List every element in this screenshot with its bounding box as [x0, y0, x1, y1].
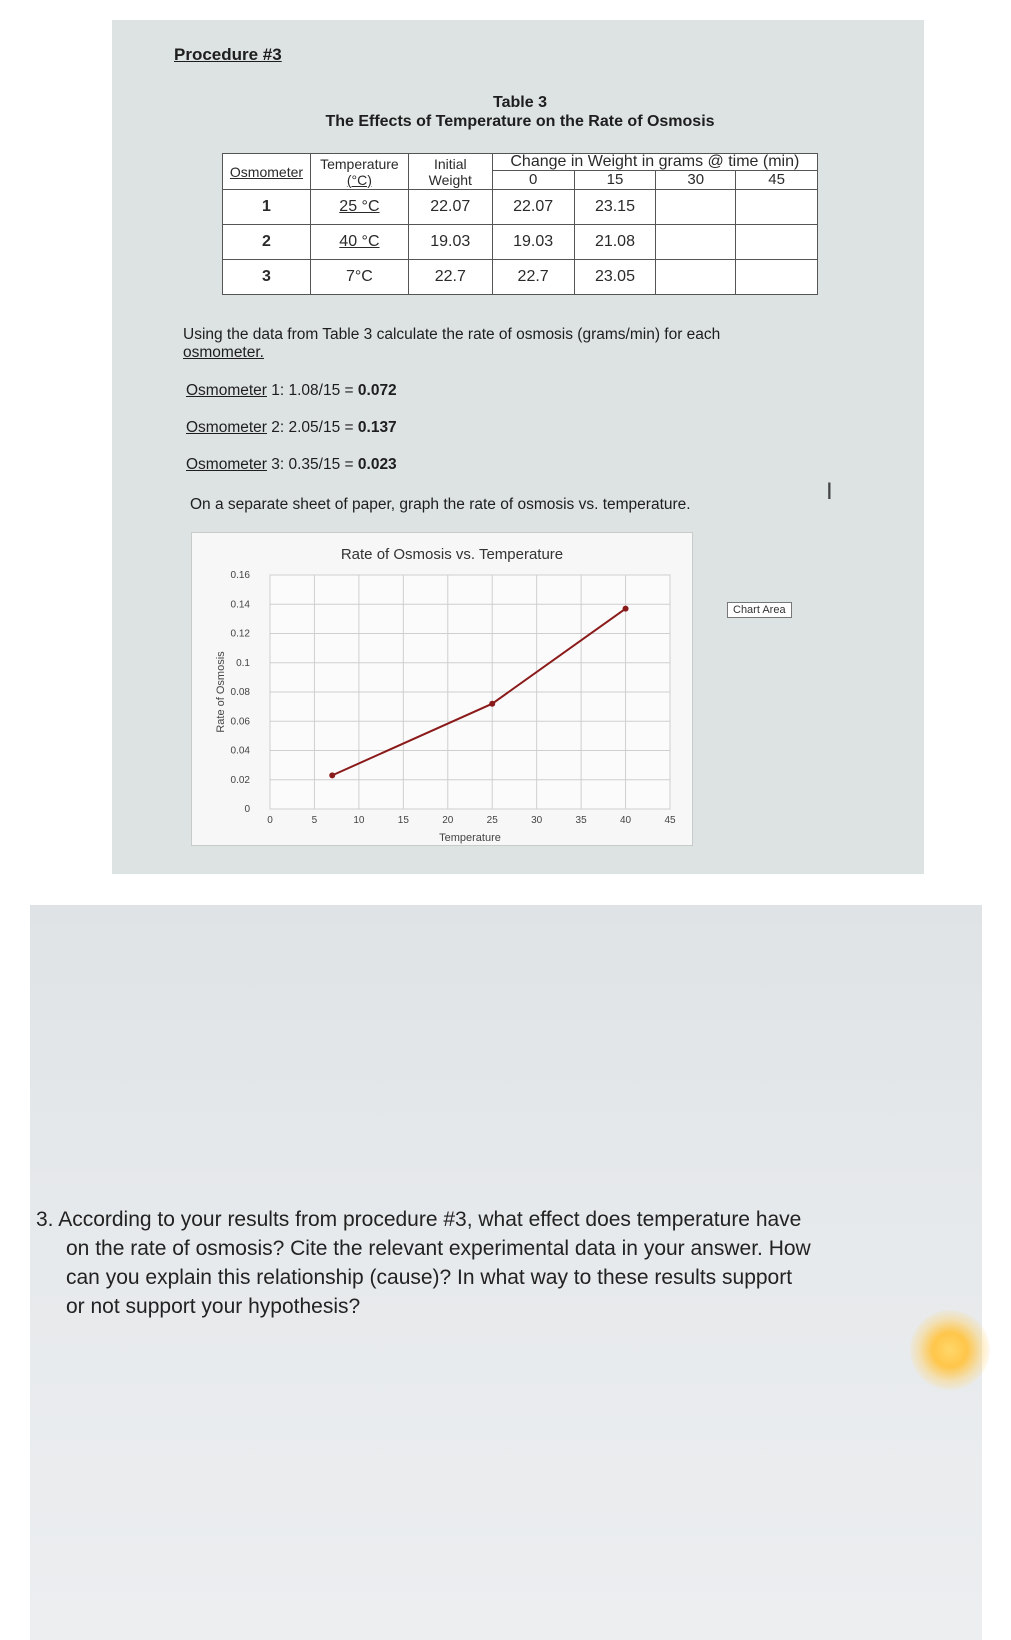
cell-initial: 22.7 [408, 260, 492, 295]
cell-t0: 22.7 [492, 260, 574, 295]
x-tick-label: 10 [353, 815, 365, 826]
cell-t15: 21.08 [574, 225, 656, 260]
table-row [223, 260, 818, 295]
x-tick-label: 35 [575, 815, 587, 826]
calculation-osmometer-2: Osmometer 2: 2.05/15 = 0.137 [186, 419, 397, 436]
data-point [329, 772, 335, 778]
question-line-3: can you explain this relationship (cause)? In what way to these results support [66, 1266, 793, 1289]
rate-vs-temperature-chart [192, 533, 694, 847]
y-tick-label: 0.04 [230, 745, 250, 757]
header-time-0: 0 [492, 171, 574, 190]
cell-temperature: 40 °C [310, 225, 408, 260]
header-time-15: 15 [574, 171, 656, 190]
x-tick-label: 20 [442, 815, 454, 826]
cell-t0: 22.07 [492, 190, 574, 225]
question-line-4: or not support your hypothesis? [66, 1295, 361, 1318]
calculation-osmometer-1: Osmometer 1: 1.08/15 = 0.072 [186, 382, 397, 399]
cell-osmometer: 2 [223, 225, 311, 260]
chart-area-tooltip: Chart Area [727, 602, 792, 618]
instructions-line-2: osmometer. [183, 344, 264, 361]
cell-t0: 19.03 [492, 225, 574, 260]
data-point [489, 701, 495, 707]
y-tick-label: 0.06 [230, 716, 250, 728]
chart-title: Rate of Osmosis vs. Temperature [340, 546, 564, 563]
cell-temperature: 25 °C [310, 190, 408, 225]
cell-t30 [656, 260, 736, 295]
y-tick-label: 0.14 [230, 599, 250, 611]
x-axis-label: Temperature [439, 832, 501, 844]
cell-t45 [736, 225, 818, 260]
header-change-in-weight: Change in Weight in grams @ time (min) [492, 154, 817, 171]
x-tick-label: 45 [664, 815, 676, 826]
chart-container [191, 532, 693, 846]
cell-t30 [656, 225, 736, 260]
header-temperature: Temperature (°C) [310, 154, 408, 190]
calculation-osmometer-3: Osmometer 3: 0.35/15 = 0.023 [186, 456, 397, 473]
table-caption-number: Table 3 [493, 94, 547, 111]
text-cursor-icon: I [826, 478, 833, 505]
header-osmometer: Osmometer [223, 154, 311, 190]
x-tick-label: 5 [311, 815, 318, 826]
instructions-line-1: Using the data from Table 3 calculate the rate of osmosis (grams/min) for each [183, 326, 721, 343]
y-tick-label: 0.16 [230, 570, 250, 581]
x-tick-label: 30 [531, 815, 543, 826]
header-initial-weight: Initial Weight [408, 154, 492, 190]
y-tick-label: 0 [244, 804, 250, 815]
cell-t30 [656, 190, 736, 225]
table-row [223, 190, 818, 225]
question-line-2: on the rate of osmosis? Cite the relevant experimental data in your answer. How [66, 1237, 811, 1260]
table-row [223, 225, 818, 260]
y-tick-label: 0.12 [230, 628, 250, 640]
table-caption-title: The Effects of Temperature on the Rate of Osmosis [325, 113, 715, 130]
cell-t45 [736, 260, 818, 295]
x-tick-label: 0 [267, 815, 273, 826]
cell-t45 [736, 190, 818, 225]
osmosis-data-table [222, 153, 818, 295]
y-tick-label: 0.1 [236, 657, 250, 669]
x-tick-label: 25 [486, 815, 498, 826]
x-tick-label: 15 [397, 815, 409, 826]
cell-initial: 19.03 [408, 225, 492, 260]
y-axis-label: Rate of Osmosis [215, 651, 227, 733]
cell-osmometer: 1 [223, 190, 311, 225]
cell-t15: 23.05 [574, 260, 656, 295]
y-tick-label: 0.02 [230, 774, 250, 786]
data-point [623, 606, 629, 612]
question-3 [36, 1205, 916, 1321]
question-line-1: 3. According to your results from procedure #3, what effect does temperature have [36, 1208, 802, 1231]
cell-t15: 23.15 [574, 190, 656, 225]
x-tick-label: 40 [619, 815, 632, 826]
light-glare [910, 1310, 990, 1390]
y-tick-label: 0.08 [230, 687, 250, 698]
table-caption [300, 93, 740, 131]
cell-initial: 22.07 [408, 190, 492, 225]
instructions [183, 326, 720, 362]
graph-instruction: On a separate sheet of paper, graph the rate of osmosis vs. temperature. [190, 496, 691, 513]
cell-osmometer: 3 [223, 260, 311, 295]
procedure-title: Procedure #3 [174, 45, 282, 64]
header-time-45: 45 [736, 171, 818, 190]
cell-temperature: 7°C [310, 260, 408, 295]
header-time-30: 30 [656, 171, 736, 190]
